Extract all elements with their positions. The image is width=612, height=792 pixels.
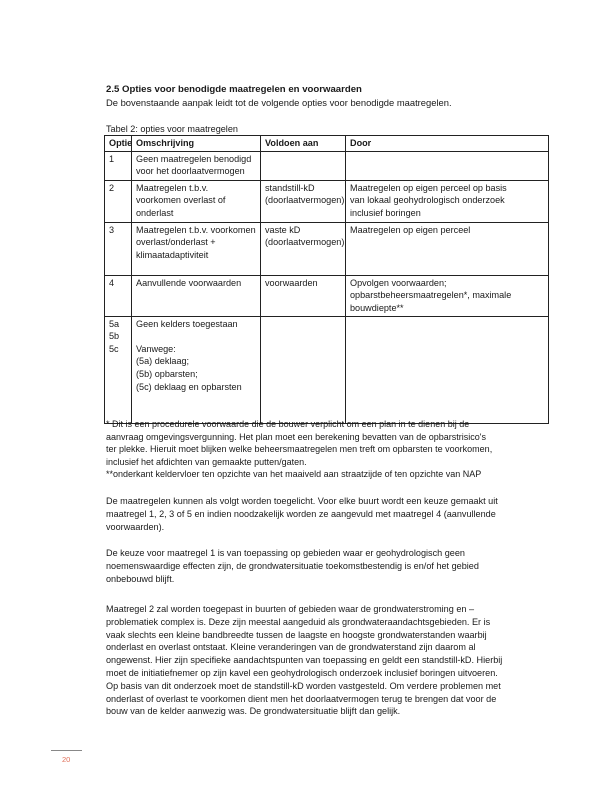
- header-voldoen-aan: Voldoen aan: [261, 136, 346, 152]
- section-intro: De bovenstaande aanpak leidt tot de volgende opties voor benodigde maatregelen.: [106, 97, 452, 108]
- table-row: [105, 316, 549, 423]
- table-row: [105, 275, 549, 316]
- footnote-line: * Dit is een procedurele voorwaarde die de bouwer verplicht om een plan in te dienen bij de: [106, 419, 470, 429]
- options-table: [104, 135, 549, 424]
- table-row: [105, 222, 549, 275]
- cell-optie: 1: [105, 151, 132, 180]
- table-footnotes: [106, 418, 546, 481]
- footnote-line: ter plekke. Hieruit moet blijken welke beheersmaatregelen men treft om opbarsten te voorkomen,: [106, 444, 493, 455]
- paragraph-toelichting: De maatregelen kunnen als volgt worden toegelicht. Voor elke buurt wordt een keuze gemaakt uit maatregel 1, 2, 3 of 5 en indien noodzakelijk worden ze aangevuld met maatregel 4 (aanvullende voorwaarden).: [106, 496, 498, 532]
- footnote-line: aanvraag omgevingsvergunning. Het plan moet een berekening bevatten van de opbarstrisico's: [106, 431, 486, 442]
- page-number: 20: [62, 755, 71, 764]
- header-optie: Optie: [105, 136, 132, 152]
- cell-door: Maatregelen op eigen perceel op basis van lokaal geohydrologisch onderzoek inclusief boringen: [346, 180, 549, 222]
- cell-optie: 4: [105, 275, 132, 316]
- table-row: [105, 180, 549, 222]
- cell-voldoen: [261, 316, 346, 423]
- cell-optie: 3: [105, 222, 132, 275]
- cell-voldoen: voorwaarden: [261, 275, 346, 316]
- cell-voldoen: [261, 151, 346, 180]
- cell-omschrijving: Geen maatregelen benodigd voor het doorlaatvermogen: [132, 151, 261, 180]
- table-header-row: [105, 136, 549, 152]
- footer-divider: [51, 750, 82, 751]
- paragraph-maatregel-1: De keuze voor maatregel 1 is van toepassing op gebieden waar er geohydrologisch geen noemenswaardige effecten zijn, de grondwatersituatie toekomstbestendig is en/of het gebied onbebouwd blijft.: [106, 548, 479, 584]
- table-caption: Tabel 2: opties voor maatregelen: [106, 124, 238, 134]
- footnote-line: **onderkant keldervloer ten opzichte van het maaiveld aan straatzijde of ten opzichte van NAP: [106, 469, 482, 480]
- footnote-line: inclusief het afdichten van gemaakte putten/gaten.: [106, 456, 307, 467]
- cell-omschrijving: Maatregelen t.b.v. voorkomen overlast of onderlast: [132, 180, 261, 222]
- cell-omschrijving: Maatregelen t.b.v. voorkomen overlast/onderlast + klimaatadaptiviteit: [132, 222, 261, 275]
- header-omschrijving: Omschrijving: [132, 136, 261, 152]
- cell-voldoen: vaste kD (doorlaatvermogen): [261, 222, 346, 275]
- cell-door: [346, 151, 549, 180]
- header-door: Door: [346, 136, 549, 152]
- paragraph-maatregel-2: Maatregel 2 zal worden toegepast in buurten of gebieden waar de grondwaterstroming en – problematiek complex is. Deze zijn meestal aangeduid als grondwateraandachtsgebieden. Er is vaak slechts een kleine bandbreedte tussen de laagste en hoogste grondwaterstanden waarbij onderlast en overlast ontstaat. Kleine veranderingen van de grondwaterstand zijn daarom al ongewenst. Hier zijn specifieke aandachtspunten van toepassing en geldt een standstill-kD. Hierbij moet de initiatiefnemer op zijn kavel een geohydrologisch onderzoek inclusief boringen uitvoeren. Op basis van dit onderzoek moet de standstill-kD worden vastgesteld. Om verdere problemen met onderlast of overlast te voorkomen dient men het doorlaatvermogen terug te brengen dat voor de bouw van de kelder aanwezig was. De grondwatersituatie blijft dan gelijk.: [106, 604, 503, 717]
- cell-door: [346, 316, 549, 423]
- cell-optie: 2: [105, 180, 132, 222]
- table-row: [105, 151, 549, 180]
- cell-door: Opvolgen voorwaarden; opbarstbeheersmaatregelen*, maximale bouwdiepte**: [346, 275, 549, 316]
- cell-omschrijving: Aanvullende voorwaarden: [132, 275, 261, 316]
- section-heading: 2.5 Opties voor benodigde maatregelen en voorwaarden: [106, 84, 362, 95]
- cell-door: Maatregelen op eigen perceel: [346, 222, 549, 275]
- cell-optie: 5a 5b 5c: [105, 316, 132, 423]
- cell-omschrijving: Geen kelders toegestaan Vanwege: (5a) deklaag; (5b) opbarsten; (5c) deklaag en opbarsten: [132, 316, 261, 423]
- cell-voldoen: standstill-kD (doorlaatvermogen): [261, 180, 346, 222]
